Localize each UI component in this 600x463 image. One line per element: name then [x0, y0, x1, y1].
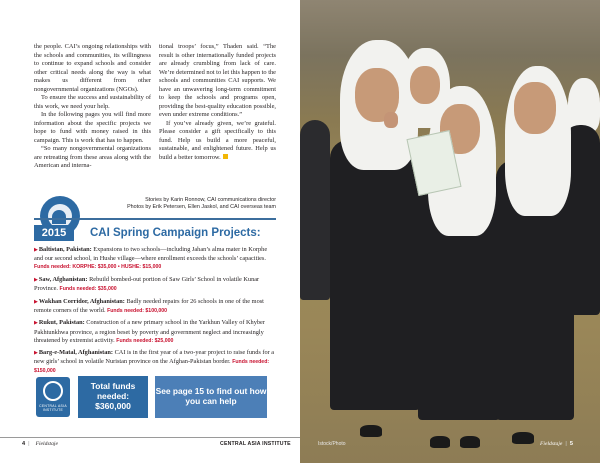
project-item — [34, 276, 276, 293]
project-description: Rebuild bombed-out portion of Saw Girls’ School in volatile Kunar Province. — [34, 275, 260, 292]
publication-name: Fieldstaje — [35, 441, 58, 447]
project-name: Baltistan, Pakistan: — [38, 246, 92, 253]
project-funds: Funds needed: $100,000 — [107, 307, 168, 314]
publication-name: Fieldstaje — [540, 441, 563, 447]
story-credits — [60, 197, 276, 211]
footer-right — [540, 440, 573, 448]
end-mark-icon — [223, 154, 228, 159]
project-description: Expansions to two schools—including Jahan’s alma mater in Korphe and our second school, in Hushe village—where enrollment exceeds the schools’ capacities. — [34, 246, 268, 263]
bullet-triangle-icon: ▶ — [34, 277, 38, 283]
how-to-help-link[interactable]: See page 15 to find out how you can help — [155, 376, 267, 418]
project-item — [34, 298, 276, 315]
project-item — [34, 246, 276, 271]
photo-figure — [384, 112, 398, 128]
schoolgirls-photo — [300, 0, 600, 463]
article-paragraph: “So many nongovernmental organizations are retreating from these areas along with the American and interna- — [34, 145, 151, 169]
photo-figure — [460, 436, 480, 448]
photo-figure — [410, 66, 440, 104]
photo-figure — [360, 425, 382, 437]
article-column-right — [159, 43, 276, 162]
total-funds-amount: $360,000 — [95, 401, 131, 411]
project-funds: Funds needed: $150,000 — [34, 359, 270, 374]
footer-separator: | — [565, 441, 567, 447]
bullet-triangle-icon: ▶ — [34, 299, 38, 305]
bullet-triangle-icon: ▶ — [34, 351, 38, 357]
project-item — [34, 349, 276, 374]
project-funds: Funds needed: $25,000 — [116, 337, 174, 344]
footer-left — [22, 440, 58, 448]
footer-divider — [0, 437, 300, 438]
project-name: Saw, Afghanistan: — [38, 275, 88, 283]
article-closing-text: If you’ve already given, we’re grateful. Please consider a gift specifically to this fund. Help us build a more peaceful, sustainable, and enlightened future. Help us build a better tomorrow. — [159, 119, 276, 161]
project-description: CAI is in the first year of a two-year project to raise funds for a new girls’ school in volatile Nuristan province on the Afghan-Pakistan border. — [34, 349, 275, 366]
credits-photos: Photos by Erik Petersen, Ellen Jaskol, and CAI overseas team — [127, 204, 276, 210]
organization-name: CENTRAL ASIA INSTITUTE — [220, 441, 291, 447]
article-paragraph: In the following pages you will find more information about the specific projects we hope to fund with money raised in this campaign. This is work that has to happen. — [34, 111, 151, 144]
bullet-triangle-icon: ▶ — [34, 321, 38, 327]
footer-separator: | — [28, 441, 30, 447]
bullet-triangle-icon: ▶ — [34, 248, 38, 253]
campaign-divider — [34, 218, 276, 220]
logo-caption: CENTRAL ASIA INSTITUTE — [39, 404, 67, 412]
project-description: Badly needed repairs for 26 schools in one of the most remote corners of the world. — [34, 297, 264, 314]
photo-figure — [430, 436, 450, 448]
article-paragraph: tional troops’ focus,” Thaden said. “The result is other internationally funded projects are already crumbling from lack of care. We’re determined not to let this happen to the schools and communities CAI supports. We have an unwavering long-term commitment to keep the schools and programs open, providing the best-quality education possible, even under extreme conditions.” — [159, 43, 276, 118]
project-name: Barg-e-Matal, Afghanistan: — [38, 349, 114, 357]
article-column-left — [34, 43, 151, 171]
photo-figure — [330, 140, 420, 410]
photo-figure — [300, 120, 330, 300]
project-name: Wakhan Corridor, Afghanistan: — [38, 297, 125, 305]
photo-figure — [512, 432, 534, 444]
article-paragraph: the people. CAI’s ongoing relationships with the schools and communities, its willingness to continue to expand schools and consider other critical needs along the way is what makes us different from other nongovernmental organizations (NGOs). — [34, 43, 151, 93]
total-funds-label: Total funds needed: — [90, 381, 136, 401]
total-funds-box — [78, 376, 148, 418]
project-funds: Funds needed: KORPHE: $35,000 • HUSHE: $15,000 — [34, 264, 162, 271]
photo-figure — [514, 82, 556, 134]
campaign-year-badge: 2015 — [34, 225, 74, 241]
article-paragraph-last — [159, 120, 276, 163]
page-number-left: 4 — [22, 441, 26, 447]
credits-writer: Stories by Karin Ronnow, CAI communications director — [145, 197, 276, 203]
central-asia-institute-logo-icon — [36, 377, 70, 417]
photo-credit: Istock/Photo — [318, 441, 346, 447]
campaign-title: CAI Spring Campaign Projects: — [90, 227, 261, 239]
project-item — [34, 319, 276, 344]
project-name: Rukut, Pakistan: — [38, 319, 85, 327]
logo-ring — [43, 381, 63, 401]
project-list — [34, 246, 276, 379]
article-paragraph: To ensure the success and sustainability of this work, we need your help. — [34, 94, 151, 110]
project-description: Construction of a new primary school in the Yarkhun Valley of Khyber Pakhtunkhwa province, a region beset by poverty and government neglect and increasingly threatened by extremist activity. — [34, 319, 265, 344]
page-number-right: 5 — [569, 441, 573, 447]
project-funds: Funds needed: $35,000 — [59, 285, 117, 292]
